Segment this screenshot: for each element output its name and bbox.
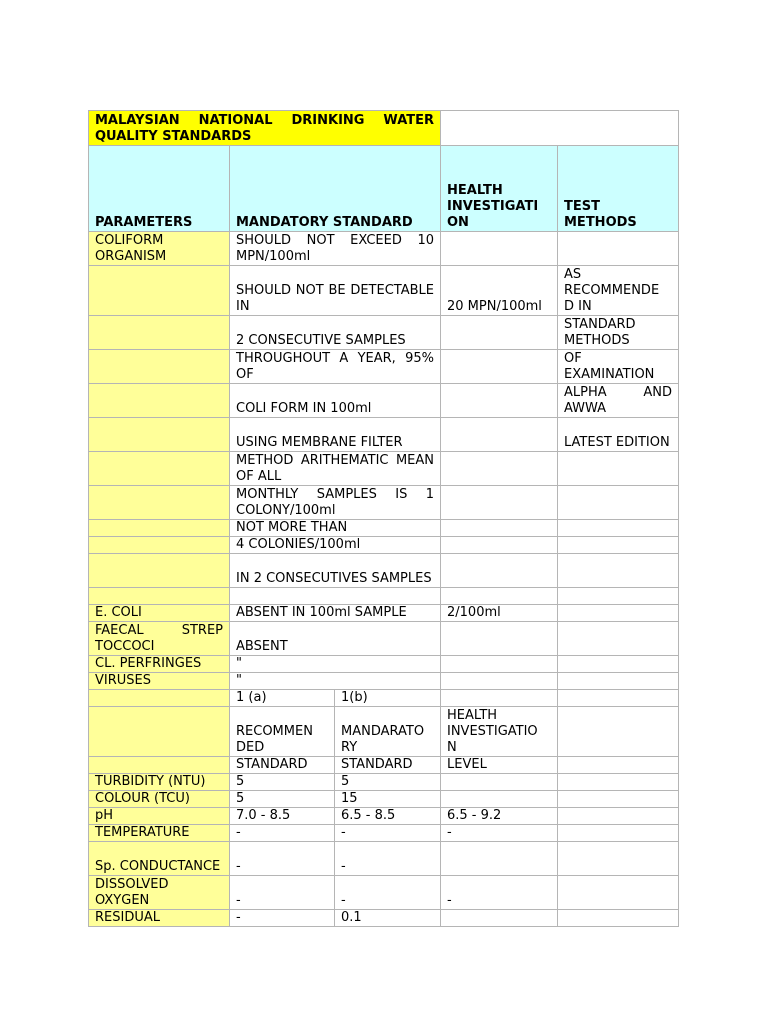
param-viruses: VIRUSES bbox=[89, 673, 230, 690]
coliform-test: AS RECOMMENDE D IN bbox=[558, 266, 679, 316]
table-row bbox=[89, 452, 679, 486]
value-recommended: - bbox=[230, 910, 335, 927]
table-row bbox=[89, 486, 679, 520]
value-recommended: - bbox=[230, 842, 335, 876]
value-health bbox=[441, 910, 558, 927]
subheader-recommended: RECOMMEN DED bbox=[230, 707, 335, 757]
subheader-standard-a: STANDARD bbox=[230, 757, 335, 774]
coliform-line: COLI FORM IN 100ml bbox=[230, 384, 441, 418]
value-recommended: 7.0 - 8.5 bbox=[230, 808, 335, 825]
table-row bbox=[89, 418, 679, 452]
subheader-col-b: 1(b) bbox=[335, 690, 441, 707]
header-parameters: PARAMETERS bbox=[89, 146, 230, 232]
table-row bbox=[89, 537, 679, 554]
viruses-value: " bbox=[230, 673, 441, 690]
coliform-line: 2 CONSECUTIVE SAMPLES bbox=[230, 316, 441, 350]
value-mandatory: - bbox=[335, 876, 441, 910]
param-ecoli: E. COLI bbox=[89, 605, 230, 622]
header-health-investigation: HEALTH INVESTIGATI ON bbox=[441, 146, 558, 232]
value-health: - bbox=[441, 876, 558, 910]
value-mandatory: - bbox=[335, 842, 441, 876]
document-title: MALAYSIAN NATIONAL DRINKING WATER QUALITY STANDARDS bbox=[89, 111, 441, 146]
table-row bbox=[89, 350, 679, 384]
coliform-line: MONTHLY SAMPLES IS 1 COLONY/100ml bbox=[230, 486, 441, 520]
table-row bbox=[89, 622, 679, 656]
table-row bbox=[89, 673, 679, 690]
table-row bbox=[89, 588, 679, 605]
coliform-test: OF EXAMINATION bbox=[558, 350, 679, 384]
ecoli-health: 2/100ml bbox=[441, 605, 558, 622]
table-row bbox=[89, 656, 679, 673]
coliform-line: NOT MORE THAN bbox=[230, 520, 441, 537]
subheader-health: HEALTH INVESTIGATIO N bbox=[441, 707, 558, 757]
water-quality-table bbox=[88, 110, 679, 927]
table-row bbox=[89, 791, 679, 808]
table-row bbox=[89, 384, 679, 418]
coliform-test: LATEST EDITION bbox=[558, 418, 679, 452]
value-health bbox=[441, 774, 558, 791]
table-row bbox=[89, 808, 679, 825]
header-test-methods: TEST METHODS bbox=[558, 146, 679, 232]
coliform-test: STANDARD METHODS bbox=[558, 316, 679, 350]
param-coliform: COLIFORM ORGANISM bbox=[89, 232, 230, 266]
subheader-level: LEVEL bbox=[441, 757, 558, 774]
title-row bbox=[89, 111, 679, 146]
table-row bbox=[89, 876, 679, 910]
coliform-line: SHOULD NOT EXCEED 10 MPN/100ml bbox=[230, 232, 441, 266]
param-cell: pH bbox=[89, 808, 230, 825]
value-recommended: - bbox=[230, 825, 335, 842]
param-cell: DISSOLVED OXYGEN bbox=[89, 876, 230, 910]
table-row bbox=[89, 554, 679, 588]
value-health bbox=[441, 842, 558, 876]
param-cell: RESIDUAL bbox=[89, 910, 230, 927]
coliform-health: 20 MPN/100ml bbox=[441, 266, 558, 316]
value-mandatory: 0.1 bbox=[335, 910, 441, 927]
subheader-row bbox=[89, 690, 679, 707]
coliform-line: IN 2 CONSECUTIVES SAMPLES bbox=[230, 554, 441, 588]
coliform-test: ALPHA AND AWWA bbox=[558, 384, 679, 418]
subheader-standard-b: STANDARD bbox=[335, 757, 441, 774]
value-health: 6.5 - 9.2 bbox=[441, 808, 558, 825]
coliform-line: THROUGHOUT A YEAR, 95% OF bbox=[230, 350, 441, 384]
value-recommended: 5 bbox=[230, 791, 335, 808]
value-recommended: - bbox=[230, 876, 335, 910]
table-row bbox=[89, 605, 679, 622]
param-cell: Sp. CONDUCTANCE bbox=[89, 842, 230, 876]
perfringes-value: " bbox=[230, 656, 441, 673]
table-row bbox=[89, 842, 679, 876]
subheader-row bbox=[89, 757, 679, 774]
coliform-line: 4 COLONIES/100ml bbox=[230, 537, 441, 554]
value-health bbox=[441, 791, 558, 808]
value-mandatory: 6.5 - 8.5 bbox=[335, 808, 441, 825]
coliform-line: METHOD ARITHEMATIC MEAN OF ALL bbox=[230, 452, 441, 486]
value-mandatory: 5 bbox=[335, 774, 441, 791]
table-row bbox=[89, 520, 679, 537]
coliform-line: SHOULD NOT BE DETECTABLE IN bbox=[230, 266, 441, 316]
table-row bbox=[89, 825, 679, 842]
ecoli-value: ABSENT IN 100ml SAMPLE bbox=[230, 605, 441, 622]
table-row bbox=[89, 910, 679, 927]
param-cell: TURBIDITY (NTU) bbox=[89, 774, 230, 791]
param-faecal: FAECAL STREP TOCCOCI bbox=[89, 622, 230, 656]
subheader-mandatory: MANDARATO RY bbox=[335, 707, 441, 757]
coliform-line: USING MEMBRANE FILTER bbox=[230, 418, 441, 452]
value-mandatory: - bbox=[335, 825, 441, 842]
value-recommended: 5 bbox=[230, 774, 335, 791]
param-perfringes: CL. PERFRINGES bbox=[89, 656, 230, 673]
header-mandatory-standard: MANDATORY STANDARD bbox=[230, 146, 441, 232]
table-row bbox=[89, 316, 679, 350]
value-health: - bbox=[441, 825, 558, 842]
subheader-col-a: 1 (a) bbox=[230, 690, 335, 707]
value-mandatory: 15 bbox=[335, 791, 441, 808]
table-row bbox=[89, 266, 679, 316]
table-row bbox=[89, 232, 679, 266]
param-cell: COLOUR (TCU) bbox=[89, 791, 230, 808]
subheader-row bbox=[89, 707, 679, 757]
param-cell: TEMPERATURE bbox=[89, 825, 230, 842]
table-row bbox=[89, 774, 679, 791]
header-row bbox=[89, 146, 679, 232]
faecal-value: ABSENT bbox=[230, 622, 441, 656]
